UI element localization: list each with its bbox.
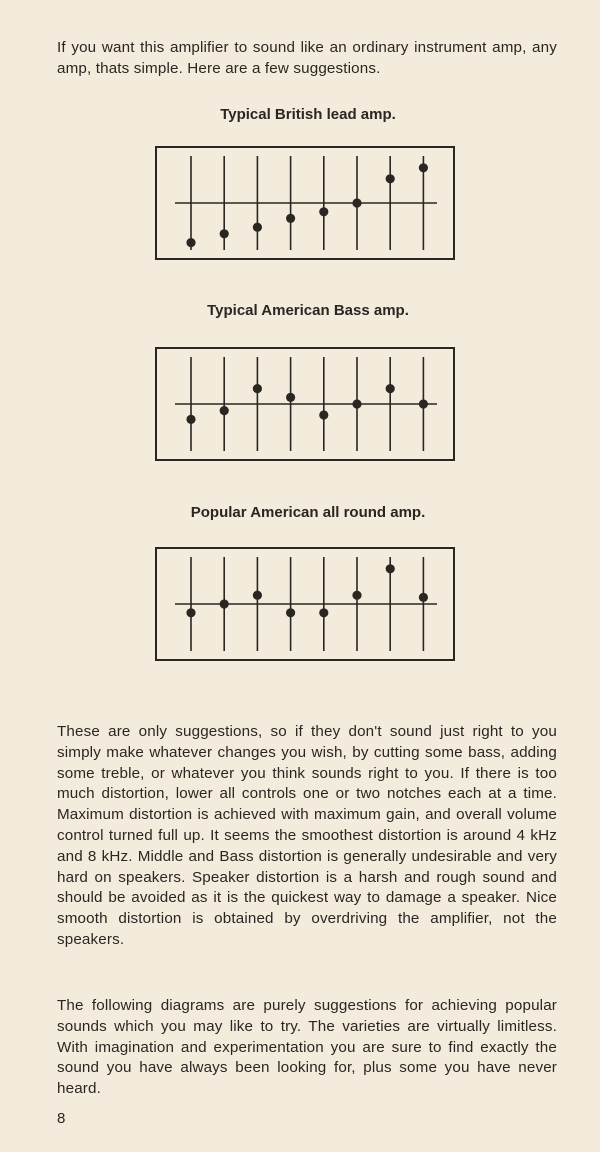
eq-slider-knob xyxy=(419,163,428,172)
eq-slider-knob xyxy=(419,593,428,602)
eq-slider-knob xyxy=(253,591,262,600)
suggestions-paragraph: These are only suggestions, so if they don't sound just right to you simply make whatever changes you wish, by cutting some bass, adding some treble, or whatever you think sounds right to you. If there is too much distortion, lower all controls one or two notches each at a time. Maximum distortion is achieved with maximum gain, and overall volume control turned full up. It seems the smoothest distortion is around 4 kHz and 8 kHz. Middle and Bass distortion is generally undesirable and very hard on speakers. Speaker distortion is a harsh and rough sound and should be avoided as it is the quickest way to damage a speaker. Nice smooth distortion is obtained by overdriving the amplifier, not the speakers. xyxy=(57,723,557,948)
eq-slider-knob xyxy=(386,384,395,393)
eq-slider-knob xyxy=(419,399,428,408)
eq-slider-knob xyxy=(220,229,229,238)
eq-slider-knob xyxy=(352,198,361,207)
eq-chart-svg xyxy=(157,549,453,659)
page-number: 8 xyxy=(57,1110,66,1127)
eq-slider-knob xyxy=(386,174,395,183)
eq-slider-knob xyxy=(186,238,195,247)
eq-slider-knob xyxy=(319,608,328,617)
eq-chart-svg xyxy=(157,148,453,258)
eq-slider-knob xyxy=(186,608,195,617)
eq-chart-title-american-bass: Typical American Bass amp. xyxy=(207,302,409,319)
eq-slider-knob xyxy=(186,415,195,424)
eq-chart-svg xyxy=(157,349,453,459)
diagrams-paragraph: The following diagrams are purely suggestions for achieving popular sounds which you may like to try. The varieties are virtually limitless. With imagination and experimentation you are sure to find exactly the sound you have always been looking for, plus some you have never heard. xyxy=(57,997,557,1098)
eq-slider-knob xyxy=(352,591,361,600)
eq-slider-knob xyxy=(253,223,262,232)
eq-chart-british-lead xyxy=(155,146,455,260)
eq-slider-knob xyxy=(319,207,328,216)
eq-chart-american-bass xyxy=(155,347,455,461)
intro-paragraph: If you want this amplifier to sound like an ordinary instrument amp, any amp, thats simple. Here are a few suggestions. xyxy=(57,39,557,77)
eq-chart-american-all-round xyxy=(155,547,455,661)
eq-slider-knob xyxy=(220,599,229,608)
eq-slider-knob xyxy=(220,406,229,415)
eq-chart-title-american-all-round: Popular American all round amp. xyxy=(190,504,426,521)
eq-slider-knob xyxy=(319,410,328,419)
eq-slider-knob xyxy=(386,564,395,573)
eq-slider-knob xyxy=(286,393,295,402)
eq-chart-title-british-lead: Typical British lead amp. xyxy=(220,106,396,123)
eq-slider-knob xyxy=(286,214,295,223)
eq-slider-knob xyxy=(286,608,295,617)
eq-slider-knob xyxy=(253,384,262,393)
eq-slider-knob xyxy=(352,399,361,408)
